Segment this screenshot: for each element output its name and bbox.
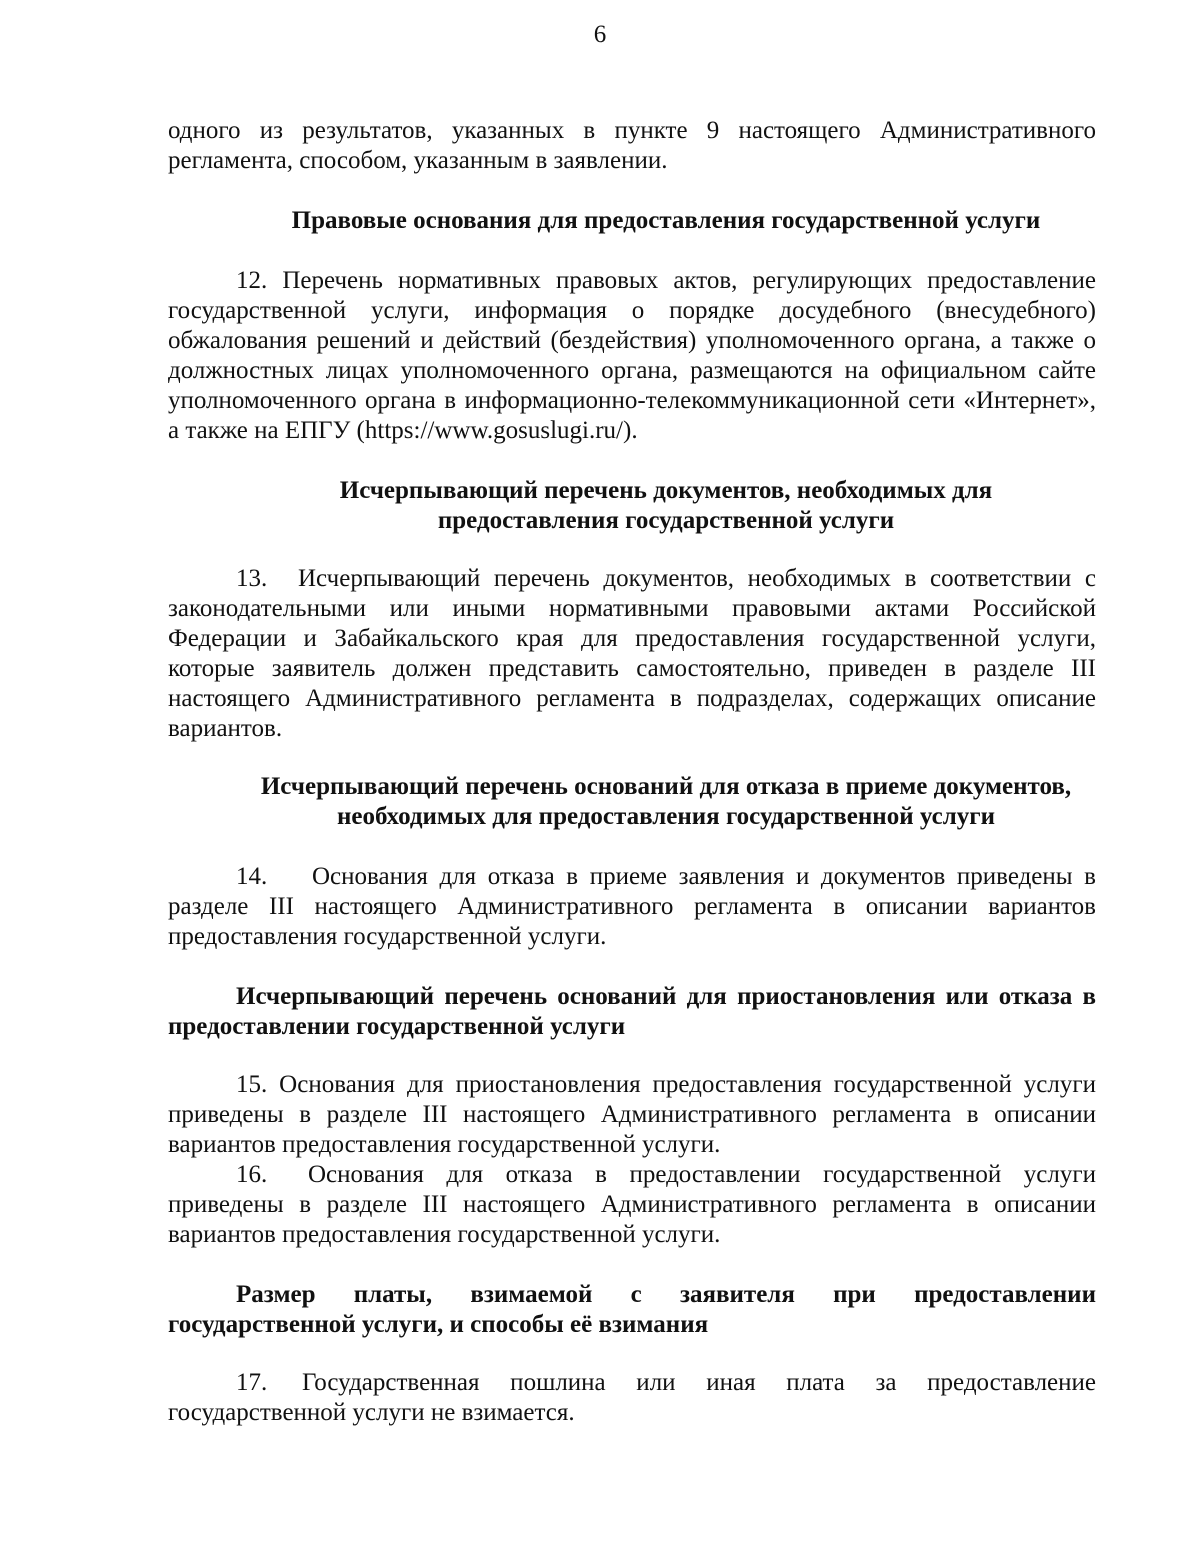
heading-refusal-documents-line-1: Исчерпывающий перечень оснований для отказа в приеме документов,: [260, 773, 1072, 800]
heading-fee-line-1: Размер платы, взимаемой с заявителя при предоставлении: [236, 1281, 1096, 1308]
heading-suspension-line-1: Исчерпывающий перечень оснований для приостановления или отказа в: [236, 983, 1096, 1010]
paragraph-15: 15. Основания для приостановления предоставления государственной услуги приведены в разделе III настоящего Административного регламента в описании вариантов предоставления государственной услуги.: [168, 1071, 1096, 1158]
paragraph-14: [168, 862, 1096, 952]
paragraph-14-number: 14.: [236, 863, 268, 890]
heading-documents-line-2: предоставления государственной услуги: [437, 507, 895, 534]
paragraph-13-text: Исчерпывающий перечень документов, необходимых в соответствии с законодательными или иными нормативными правовыми актами Российской Федерации и Забайкальского края для предоставления государственной услуги, которые заявитель должен представить самостоятельно, приведен в разделе III настоящего Административного регламента в подразделах, содержащих описание вариантов.: [168, 565, 1096, 742]
heading-fee-line-2: государственной услуги, и способы её взимания: [168, 1311, 709, 1338]
heading-suspension-line-2: предоставлении государственной услуги: [168, 1013, 626, 1040]
paragraph-14-text: Основания для отказа в приеме заявления и документов приведены в разделе III настоящего Административного регламента в описании вариантов предоставления государственной услуги.: [168, 863, 1096, 950]
paragraph-13-number: 13.: [236, 565, 268, 592]
heading-legal-basis: Правовые основания для предоставления государственной услуги: [291, 207, 1041, 234]
paragraph-13: [168, 564, 1096, 744]
page-number: 6: [593, 21, 607, 48]
paragraph-17-number: 17.: [236, 1369, 268, 1396]
paragraph-12: 12. Перечень нормативных правовых актов, регулирующих предоставление государственной услуги, информация о порядке досудебного (внесудебного) обжалования решений и действий (бездействия) уполномоченного органа, а также о должностных лицах уполномоченного органа, размещаются на официальном сайте уполномоченного органа в информационно-телекоммуникационной сети «Интернет», а также на ЕПГУ (https://www.gosuslugi.ru/).: [168, 267, 1096, 444]
paragraph-16-number: 16.: [236, 1161, 268, 1188]
paragraph-16-text: Основания для отказа в предоставлении государственной услуги приведены в разделе III настоящего Административного регламента в описании вариантов предоставления государственной услуги.: [168, 1161, 1096, 1248]
paragraph-11-tail: одного из результатов, указанных в пункте 9 настоящего Административного регламента, способом, указанным в заявлении.: [168, 117, 1096, 174]
paragraph-16: [168, 1160, 1096, 1250]
paragraph-17-text: Государственная пошлина или иная плата за предоставление государственной услуги не взимается.: [168, 1369, 1096, 1426]
heading-documents: [168, 476, 1096, 536]
paragraph-17: [168, 1368, 1096, 1428]
heading-refusal-documents: [168, 772, 1096, 832]
heading-documents-line-1: Исчерпывающий перечень документов, необходимых для: [339, 477, 993, 504]
heading-refusal-documents-line-2: необходимых для предоставления государственной услуги: [337, 803, 995, 830]
